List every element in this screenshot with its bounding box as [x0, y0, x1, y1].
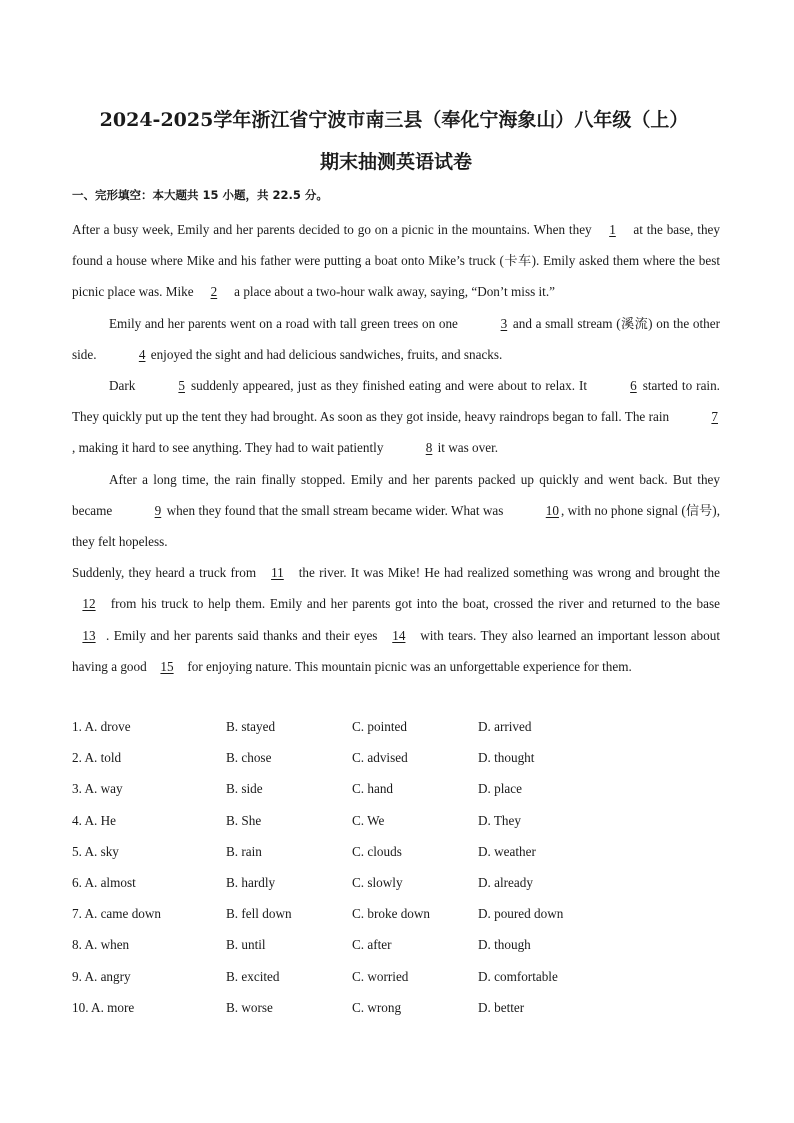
paragraph	[72, 370, 720, 464]
blank: 2	[210, 284, 218, 300]
option-a: 7. A. came down	[72, 906, 161, 922]
option-b: B. until	[226, 937, 266, 953]
option-c: C. clouds	[352, 843, 402, 859]
option-b: B. worse	[226, 999, 273, 1015]
option-b: B. side	[226, 781, 263, 797]
section-heading: 一、完形填空：本大题共 15 小题，共 22.5 分。	[72, 188, 328, 202]
blank: 4	[138, 346, 146, 362]
option-d: D. already	[478, 874, 533, 890]
passage-text: it was over.	[434, 440, 499, 456]
option-a: 10. A. more	[72, 999, 135, 1015]
blank: 7	[711, 409, 718, 425]
option-d: D. comfortable	[478, 968, 558, 984]
option-a: 2. A. told	[72, 750, 122, 766]
option-c: C. slowly	[352, 874, 403, 890]
passage-text: Dark	[109, 378, 140, 394]
option-d: D. thought	[478, 750, 535, 766]
blank: 12	[82, 596, 96, 612]
passage-text: Suddenly, they heard a truck from	[72, 565, 261, 581]
option-d: D. better	[478, 999, 525, 1015]
passage-text: After a long time, the rain finally stopped. Emily and her parents packed up quickly and went back. But they became	[72, 471, 720, 518]
question-row	[72, 805, 720, 836]
page-subtitle: 期末抽测英语试卷	[319, 151, 472, 173]
option-d: D. They	[478, 812, 521, 828]
option-c: C. wrong	[352, 999, 402, 1015]
option-b: B. She	[226, 812, 262, 828]
blank: 3	[500, 315, 508, 331]
blank: 6	[630, 378, 637, 394]
blank: 8	[425, 440, 433, 456]
passage-text: After a busy week, Emily and her parents decided to go on a picnic in the mountains. When they	[72, 222, 596, 237]
question-row	[72, 929, 720, 960]
passage-text: a place about a two-hour walk away, saying, “Don’t miss it.”	[230, 284, 555, 300]
option-b: B. stayed	[226, 719, 276, 734]
question-row	[72, 961, 720, 992]
question-row	[72, 773, 720, 804]
cloze-passage	[72, 214, 720, 682]
passage-text: , with no phone signal (信号), they felt hopeless.	[72, 502, 720, 550]
question-row	[72, 898, 720, 929]
option-b: B. chose	[226, 750, 272, 766]
option-a: 1. A. drove	[72, 719, 131, 734]
option-d: D. arrived	[478, 719, 532, 734]
option-d: D. though	[478, 937, 531, 953]
passage-text: with tears. They also learned an important lesson about having a good	[72, 627, 720, 674]
option-a: 8. A. when	[72, 937, 130, 953]
option-a: 5. A. sky	[72, 843, 119, 859]
passage-text: suddenly appeared, just as they finished eating and were about to relax. It	[186, 378, 592, 394]
blank: 9	[154, 502, 162, 518]
answer-options	[72, 711, 720, 1023]
question-row	[72, 711, 720, 742]
option-b: B. hardly	[226, 874, 276, 890]
passage-text: , making it hard to see anything. They had to wait patiently	[72, 440, 387, 456]
option-a: 6. A. almost	[72, 874, 136, 890]
passage-text: and a small stream (溪流) on the other side.	[72, 315, 720, 362]
passage-text: at the base, they found a house where Mike and his father were putting a boat onto Mike’s truck (卡车). Emily asked them where the best picnic place was. Mike	[72, 222, 720, 300]
option-c: C. hand	[352, 781, 394, 797]
paragraph	[72, 308, 720, 370]
option-c: C. We	[352, 812, 385, 828]
question-row	[72, 867, 720, 898]
blank: 13	[82, 627, 96, 643]
passage-text: for enjoying nature. This mountain picnic was an unforgettable experience for them.	[184, 658, 632, 674]
option-c: C. worried	[352, 968, 409, 984]
paragraph	[72, 214, 720, 308]
option-d: D. place	[478, 781, 522, 797]
passage-text: enjoyed the sight and had delicious sandwiches, fruits, and snacks.	[147, 346, 503, 362]
blank: 10	[545, 502, 559, 518]
question-row	[72, 836, 720, 867]
question-row	[72, 742, 720, 773]
option-a: 9. A. angry	[72, 968, 131, 984]
paragraph	[72, 557, 720, 682]
option-a: 3. A. way	[72, 781, 123, 797]
passage-text: Emily and her parents went on a road with tall green trees on one	[109, 315, 462, 331]
question-row	[72, 992, 720, 1023]
option-b: B. fell down	[226, 906, 292, 922]
option-b: B. rain	[226, 843, 262, 859]
option-b: B. excited	[226, 968, 280, 984]
passage-text: from his truck to help them. Emily and her parents got into the boat, crossed the river and returned to the base	[106, 596, 720, 612]
blank: 5	[178, 378, 185, 394]
option-c: C. broke down	[352, 906, 431, 922]
passage-text: the river. It was Mike! He had realized something was wrong and brought the	[294, 565, 720, 581]
option-d: D. poured down	[478, 906, 564, 922]
passage-text: . Emily and her parents said thanks and their eyes	[106, 627, 382, 643]
paragraph	[72, 464, 720, 558]
blank: 14	[392, 627, 406, 643]
blank: 11	[271, 565, 284, 581]
option-c: C. advised	[352, 750, 408, 766]
passage-text: started to rain. They quickly put up the tent they had brought. As soon as they got inside, heavy raindrops began to fall. The rain	[72, 378, 720, 425]
page-title: 2024-2025学年浙江省宁波市南三县（奉化宁海象山）八年级（上）	[99, 109, 689, 131]
option-d: D. weather	[478, 843, 536, 859]
option-a: 4. A. He	[72, 812, 116, 828]
option-c: C. pointed	[352, 719, 407, 734]
blank: 1	[609, 222, 616, 237]
option-c: C. after	[352, 937, 392, 953]
passage-text: when they found that the small stream became wider. What was	[163, 502, 507, 518]
blank: 15	[160, 658, 174, 674]
